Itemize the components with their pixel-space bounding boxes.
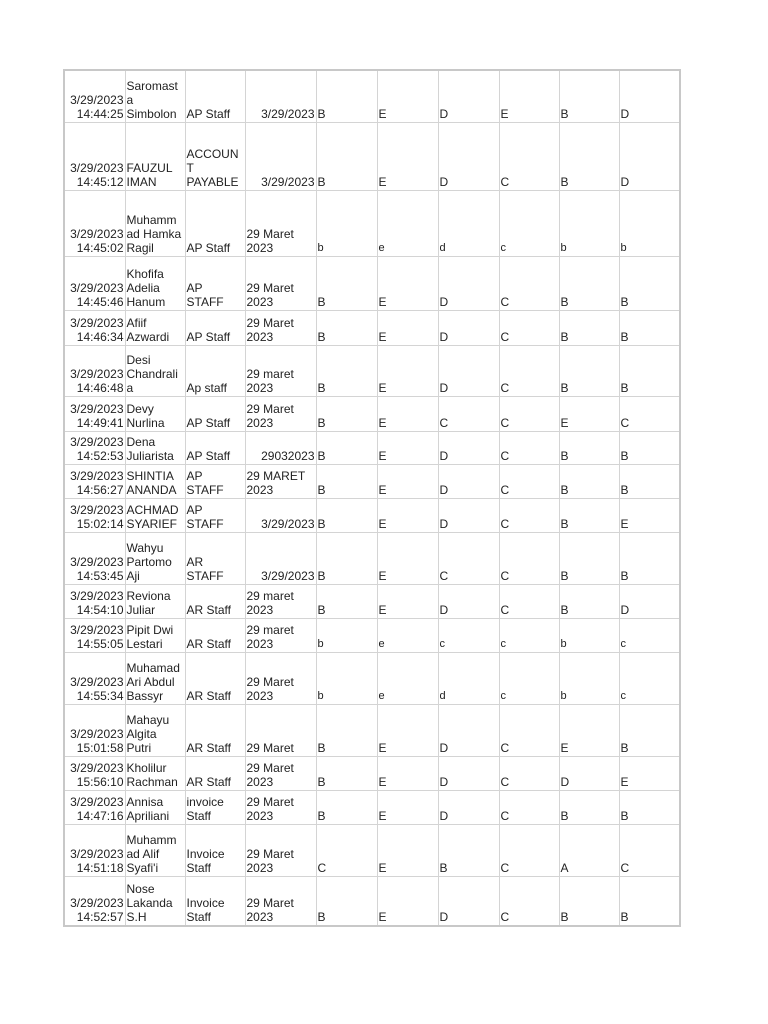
position-cell[interactable]: ACCOUN T PAYABLE: [185, 122, 245, 190]
timestamp-cell[interactable]: 3/29/2023 14:49:41: [64, 396, 125, 431]
table-row: [64, 256, 680, 310]
table-row: [64, 464, 680, 498]
answer-cell[interactable]: B: [316, 122, 377, 190]
timestamp-cell[interactable]: 3/29/2023 14:45:46: [64, 256, 125, 310]
answer-cell[interactable]: B: [316, 704, 377, 756]
answer-cell[interactable]: B: [559, 310, 619, 345]
answer-cell[interactable]: D: [619, 70, 680, 122]
answer-cell[interactable]: B: [619, 464, 680, 498]
timestamp-cell[interactable]: 3/29/2023 14:45:02: [64, 190, 125, 256]
answer-cell[interactable]: B: [316, 584, 377, 618]
position-cell[interactable]: AR Staff: [185, 652, 245, 704]
table-row: [64, 876, 680, 926]
answer-cell[interactable]: B: [559, 464, 619, 498]
answer-cell[interactable]: B: [619, 704, 680, 756]
answer-cell[interactable]: B: [316, 345, 377, 396]
table-row: [64, 310, 680, 345]
answer-cell[interactable]: A: [559, 824, 619, 876]
name-cell[interactable]: Kholilur Rachman: [125, 756, 185, 790]
timestamp-cell[interactable]: 3/29/2023 14:44:25: [64, 70, 125, 122]
answer-cell[interactable]: B: [619, 532, 680, 584]
answer-cell[interactable]: B: [559, 584, 619, 618]
table-row: [64, 790, 680, 824]
answer-cell[interactable]: C: [438, 396, 499, 431]
position-cell[interactable]: AR Staff: [185, 704, 245, 756]
answer-cell[interactable]: c: [619, 618, 680, 652]
answer-cell[interactable]: D: [438, 345, 499, 396]
answer-cell[interactable]: E: [377, 532, 438, 584]
date-cell[interactable]: 29 maret 2023: [245, 618, 316, 652]
answer-cell[interactable]: B: [559, 70, 619, 122]
timestamp-cell[interactable]: 3/29/2023 15:01:58: [64, 704, 125, 756]
position-cell[interactable]: AP STAFF: [185, 464, 245, 498]
table-row: [64, 704, 680, 756]
date-cell[interactable]: 29032023: [245, 431, 316, 464]
timestamp-cell[interactable]: 3/29/2023 14:52:53: [64, 431, 125, 464]
name-cell[interactable]: Dena Juliarista: [125, 431, 185, 464]
answer-cell[interactable]: B: [559, 345, 619, 396]
timestamp-cell[interactable]: 3/29/2023 14:56:27: [64, 464, 125, 498]
name-cell[interactable]: SHINTIA ANANDA: [125, 464, 185, 498]
table-row: [64, 345, 680, 396]
answer-cell[interactable]: b: [559, 618, 619, 652]
answer-cell[interactable]: E: [377, 70, 438, 122]
position-cell[interactable]: Ap staff: [185, 345, 245, 396]
position-cell[interactable]: AP STAFF: [185, 256, 245, 310]
answer-cell[interactable]: E: [619, 498, 680, 532]
answer-cell[interactable]: B: [559, 256, 619, 310]
answer-cell[interactable]: B: [559, 498, 619, 532]
name-cell[interactable]: Desi Chandrali a: [125, 345, 185, 396]
table-row: [64, 584, 680, 618]
answer-cell[interactable]: B: [438, 824, 499, 876]
answer-cell[interactable]: C: [619, 824, 680, 876]
answer-cell[interactable]: B: [559, 876, 619, 926]
name-cell[interactable]: Afiif Azwardi: [125, 310, 185, 345]
date-cell[interactable]: 3/29/2023: [245, 532, 316, 584]
answer-cell[interactable]: C: [499, 498, 559, 532]
timestamp-cell[interactable]: 3/29/2023 14:45:12: [64, 122, 125, 190]
position-cell[interactable]: AP Staff: [185, 310, 245, 345]
answer-cell[interactable]: C: [499, 431, 559, 464]
answer-cell[interactable]: D: [438, 70, 499, 122]
date-cell[interactable]: 3/29/2023: [245, 498, 316, 532]
answer-cell[interactable]: B: [316, 396, 377, 431]
date-cell[interactable]: 29 MARET 2023: [245, 464, 316, 498]
timestamp-cell[interactable]: 3/29/2023 14:51:18: [64, 824, 125, 876]
position-cell[interactable]: AR Staff: [185, 618, 245, 652]
name-cell[interactable]: Saromast a Simbolon: [125, 70, 185, 122]
name-cell[interactable]: Devy Nurlina: [125, 396, 185, 431]
answer-cell[interactable]: C: [499, 464, 559, 498]
answer-cell[interactable]: E: [377, 310, 438, 345]
answer-cell[interactable]: E: [377, 584, 438, 618]
answer-cell[interactable]: b: [559, 652, 619, 704]
answer-cell[interactable]: C: [499, 876, 559, 926]
answer-cell[interactable]: D: [619, 122, 680, 190]
answer-cell[interactable]: B: [619, 431, 680, 464]
answer-cell[interactable]: d: [438, 190, 499, 256]
timestamp-cell[interactable]: 3/29/2023 14:47:16: [64, 790, 125, 824]
answer-cell[interactable]: C: [499, 756, 559, 790]
answer-cell[interactable]: E: [377, 756, 438, 790]
answer-cell[interactable]: b: [559, 190, 619, 256]
answer-cell[interactable]: D: [438, 431, 499, 464]
answer-cell[interactable]: E: [559, 396, 619, 431]
answer-cell[interactable]: B: [619, 345, 680, 396]
position-cell[interactable]: AP Staff: [185, 190, 245, 256]
table-row: [64, 498, 680, 532]
answer-cell[interactable]: B: [559, 790, 619, 824]
answer-cell[interactable]: E: [377, 790, 438, 824]
answer-cell[interactable]: B: [316, 70, 377, 122]
answer-cell[interactable]: B: [559, 431, 619, 464]
answer-cell[interactable]: C: [619, 396, 680, 431]
name-cell[interactable]: Muhamm ad Alif Syafi'i: [125, 824, 185, 876]
answer-cell[interactable]: E: [377, 256, 438, 310]
answer-cell[interactable]: c: [499, 190, 559, 256]
answer-cell[interactable]: C: [499, 532, 559, 584]
answer-cell[interactable]: D: [438, 498, 499, 532]
answer-cell[interactable]: B: [316, 756, 377, 790]
answer-cell[interactable]: E: [377, 464, 438, 498]
position-cell[interactable]: AR STAFF: [185, 532, 245, 584]
name-cell[interactable]: ACHMAD SYARIEF: [125, 498, 185, 532]
answer-cell[interactable]: D: [619, 584, 680, 618]
answer-cell[interactable]: E: [499, 70, 559, 122]
timestamp-cell[interactable]: 3/29/2023 14:46:48: [64, 345, 125, 396]
answer-cell[interactable]: B: [316, 498, 377, 532]
date-cell[interactable]: 29 Maret 2023: [245, 310, 316, 345]
answer-cell[interactable]: D: [438, 876, 499, 926]
answer-cell[interactable]: E: [619, 756, 680, 790]
date-cell[interactable]: 3/29/2023: [245, 122, 316, 190]
table-row: [64, 122, 680, 190]
answer-cell[interactable]: E: [559, 704, 619, 756]
answer-cell[interactable]: c: [619, 652, 680, 704]
answer-cell[interactable]: C: [499, 122, 559, 190]
date-cell[interactable]: 29 maret 2023: [245, 584, 316, 618]
spreadsheet-page: [63, 69, 679, 927]
name-cell[interactable]: Mahayu Algita Putri: [125, 704, 185, 756]
answer-cell[interactable]: C: [499, 256, 559, 310]
answer-cell[interactable]: C: [499, 824, 559, 876]
answer-cell[interactable]: b: [316, 618, 377, 652]
answer-cell[interactable]: B: [316, 790, 377, 824]
answer-cell[interactable]: B: [619, 790, 680, 824]
answer-cell[interactable]: c: [499, 652, 559, 704]
answer-cell[interactable]: E: [377, 824, 438, 876]
answer-cell[interactable]: e: [377, 618, 438, 652]
date-cell[interactable]: 29 Maret 2023: [245, 256, 316, 310]
answer-cell[interactable]: E: [377, 704, 438, 756]
table-row: [64, 431, 680, 464]
responses-table: [63, 69, 681, 927]
name-cell[interactable]: Muhamad Ari Abdul Bassyr: [125, 652, 185, 704]
position-cell[interactable]: AP Staff: [185, 396, 245, 431]
answer-cell[interactable]: B: [619, 876, 680, 926]
answer-cell[interactable]: D: [438, 310, 499, 345]
position-cell[interactable]: AP Staff: [185, 431, 245, 464]
answer-cell[interactable]: B: [559, 532, 619, 584]
position-cell[interactable]: AP Staff: [185, 70, 245, 122]
answer-cell[interactable]: d: [438, 652, 499, 704]
answer-cell[interactable]: D: [438, 464, 499, 498]
answer-cell[interactable]: e: [377, 190, 438, 256]
answer-cell[interactable]: D: [438, 256, 499, 310]
answer-cell[interactable]: D: [559, 756, 619, 790]
answer-cell[interactable]: B: [316, 876, 377, 926]
name-cell[interactable]: Wahyu Partomo Aji: [125, 532, 185, 584]
table-body: [64, 70, 680, 926]
date-cell[interactable]: 29 maret 2023: [245, 345, 316, 396]
answer-cell[interactable]: B: [559, 122, 619, 190]
answer-cell[interactable]: B: [316, 532, 377, 584]
answer-cell[interactable]: E: [377, 498, 438, 532]
answer-cell[interactable]: C: [499, 345, 559, 396]
name-cell[interactable]: Reviona Juliar: [125, 584, 185, 618]
answer-cell[interactable]: E: [377, 396, 438, 431]
timestamp-cell[interactable]: 3/29/2023 15:02:14: [64, 498, 125, 532]
date-cell[interactable]: 3/29/2023: [245, 70, 316, 122]
answer-cell[interactable]: C: [438, 532, 499, 584]
answer-cell[interactable]: D: [438, 122, 499, 190]
answer-cell[interactable]: B: [316, 431, 377, 464]
answer-cell[interactable]: b: [316, 652, 377, 704]
answer-cell[interactable]: C: [499, 584, 559, 618]
name-cell[interactable]: Muhamm ad Hamka Ragil: [125, 190, 185, 256]
name-cell[interactable]: FAUZUL IMAN: [125, 122, 185, 190]
answer-cell[interactable]: B: [619, 310, 680, 345]
answer-cell[interactable]: c: [499, 618, 559, 652]
timestamp-cell[interactable]: 3/29/2023 14:55:05: [64, 618, 125, 652]
timestamp-cell[interactable]: 3/29/2023 14:54:10: [64, 584, 125, 618]
answer-cell[interactable]: C: [499, 790, 559, 824]
date-cell[interactable]: 29 Maret 2023: [245, 190, 316, 256]
answer-cell[interactable]: B: [316, 256, 377, 310]
answer-cell[interactable]: b: [316, 190, 377, 256]
position-cell[interactable]: Invoice Staff: [185, 876, 245, 926]
name-cell[interactable]: Khofifa Adelia Hanum: [125, 256, 185, 310]
table-row: [64, 824, 680, 876]
timestamp-cell[interactable]: 3/29/2023 14:53:45: [64, 532, 125, 584]
answer-cell[interactable]: e: [377, 652, 438, 704]
answer-cell[interactable]: E: [377, 345, 438, 396]
timestamp-cell[interactable]: 3/29/2023 14:52:57: [64, 876, 125, 926]
position-cell[interactable]: Invoice Staff: [185, 824, 245, 876]
name-cell[interactable]: Nose Lakanda S.H: [125, 876, 185, 926]
table-row: [64, 70, 680, 122]
answer-cell[interactable]: D: [438, 584, 499, 618]
answer-cell[interactable]: B: [316, 310, 377, 345]
date-cell[interactable]: 29 Maret 2023: [245, 396, 316, 431]
date-cell[interactable]: 29 Maret 2023: [245, 824, 316, 876]
answer-cell[interactable]: E: [377, 876, 438, 926]
position-cell[interactable]: AR Staff: [185, 584, 245, 618]
answer-cell[interactable]: D: [438, 756, 499, 790]
table-row: [64, 532, 680, 584]
position-cell[interactable]: AR Staff: [185, 756, 245, 790]
answer-cell[interactable]: B: [619, 256, 680, 310]
table-row: [64, 396, 680, 431]
answer-cell[interactable]: C: [499, 310, 559, 345]
timestamp-cell[interactable]: 3/29/2023 14:55:34: [64, 652, 125, 704]
answer-cell[interactable]: E: [377, 122, 438, 190]
answer-cell[interactable]: D: [438, 790, 499, 824]
table-row: [64, 756, 680, 790]
name-cell[interactable]: Pipit Dwi Lestari: [125, 618, 185, 652]
answer-cell[interactable]: B: [316, 464, 377, 498]
date-cell[interactable]: 29 Maret 2023: [245, 756, 316, 790]
date-cell[interactable]: 29 Maret: [245, 704, 316, 756]
date-cell[interactable]: 29 Maret 2023: [245, 790, 316, 824]
date-cell[interactable]: 29 Maret 2023: [245, 876, 316, 926]
answer-cell[interactable]: c: [438, 618, 499, 652]
position-cell[interactable]: AP STAFF: [185, 498, 245, 532]
timestamp-cell[interactable]: 3/29/2023 15:56:10: [64, 756, 125, 790]
answer-cell[interactable]: b: [619, 190, 680, 256]
table-row: [64, 652, 680, 704]
answer-cell[interactable]: E: [377, 431, 438, 464]
timestamp-cell[interactable]: 3/29/2023 14:46:34: [64, 310, 125, 345]
date-cell[interactable]: 29 Maret 2023: [245, 652, 316, 704]
answer-cell[interactable]: C: [316, 824, 377, 876]
position-cell[interactable]: invoice Staff: [185, 790, 245, 824]
answer-cell[interactable]: C: [499, 704, 559, 756]
table-row: [64, 190, 680, 256]
answer-cell[interactable]: C: [499, 396, 559, 431]
name-cell[interactable]: Annisa Apriliani: [125, 790, 185, 824]
table-row: [64, 618, 680, 652]
answer-cell[interactable]: D: [438, 704, 499, 756]
